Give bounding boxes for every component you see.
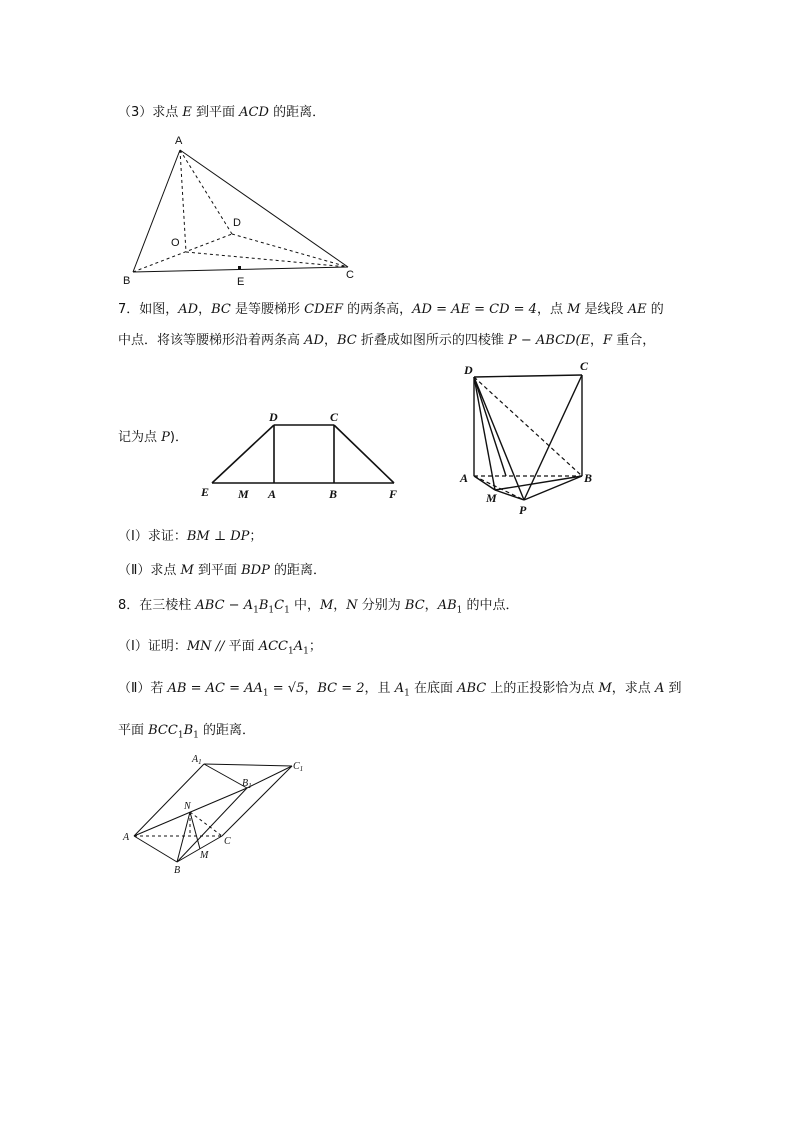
label-M: M [238, 487, 249, 501]
math: BC [336, 333, 357, 348]
edge-NC-hidden [190, 812, 222, 836]
text: 到平面 [191, 105, 240, 120]
math: CDEF [304, 302, 344, 317]
math: N [346, 598, 358, 613]
subscript: 1 [288, 646, 294, 657]
math-E: E [182, 105, 192, 120]
edge-DC [474, 375, 582, 377]
figure-prism [120, 752, 320, 882]
subscript: 1 [253, 605, 259, 616]
label-C: C [330, 410, 339, 424]
text: 的两条高， [343, 302, 413, 317]
point-E-mark [238, 266, 241, 269]
text: 7．如图， [118, 302, 179, 317]
math: B [183, 723, 194, 738]
label-B: B [123, 275, 131, 287]
label-C1: $C_1$ [293, 761, 304, 773]
math: M [567, 302, 581, 317]
label-A: A [175, 135, 183, 147]
edge-AC [180, 150, 348, 267]
label-M: M [486, 491, 497, 505]
subscript: 1 [456, 605, 463, 616]
label-D: D [464, 363, 473, 377]
math: ACC [258, 639, 288, 654]
edge-OC [186, 252, 348, 267]
math: MN // [186, 639, 229, 654]
text: ，求点 [611, 681, 655, 696]
edge-BB1 [177, 788, 247, 862]
subscript: 1 [177, 730, 184, 741]
text: 的距离． [268, 105, 326, 120]
math: C [274, 598, 285, 613]
label-A: A [460, 471, 469, 485]
text: 到 [664, 681, 682, 696]
q7-line2 [118, 331, 655, 351]
math: AB = AC = AA [167, 681, 263, 696]
math: P − ABCD(E [507, 333, 591, 348]
label-B: B [174, 865, 181, 876]
math: BM ⊥ DP [186, 529, 250, 544]
text: 8．在三棱柱 [118, 598, 196, 613]
edge-ED [212, 425, 274, 483]
math: AD = AE = CD = 4 [412, 302, 537, 317]
math: AD [178, 302, 199, 317]
text: （Ⅱ）求点 [118, 563, 181, 578]
text: 是线段 [580, 302, 628, 317]
text: 中点．将该等腰梯形沿着两条高 [118, 333, 305, 348]
text: （Ⅰ）证明： [118, 639, 187, 654]
text: 上的正投影恰为点 [486, 681, 599, 696]
math: ABC [457, 681, 487, 696]
label-C: C [346, 269, 354, 281]
math: BC = 2 [317, 681, 365, 696]
text: （Ⅰ）求证： [118, 529, 187, 544]
q8-part2 [118, 679, 681, 704]
subscript: 1 [284, 605, 290, 616]
math: AE [627, 302, 647, 317]
figure-tetrahedron [120, 130, 360, 290]
math: A [394, 681, 405, 696]
label-E: E [237, 276, 245, 288]
text: ， [590, 333, 604, 348]
edge-AO [180, 150, 186, 252]
edge-MB [495, 476, 582, 490]
text: 重合， [612, 333, 656, 348]
math: M [319, 598, 334, 613]
subscript: 1 [268, 605, 275, 616]
q6-part3 [118, 103, 325, 123]
math: BCC [148, 723, 178, 738]
text: 折叠成如图所示的四棱锥 [356, 333, 508, 348]
q7-part1 [118, 527, 262, 547]
label-E: E [201, 485, 210, 499]
math: A [293, 639, 304, 654]
subscript: 1 [193, 730, 199, 741]
subscript: 1 [262, 688, 269, 699]
math: AB [437, 598, 457, 613]
q7-line3 [118, 428, 188, 448]
math-ACD: ACD [239, 105, 269, 120]
text: 平面 [118, 723, 149, 738]
label-B: B [584, 471, 593, 485]
edge-B1C1 [247, 766, 292, 788]
label-M: M [200, 850, 209, 861]
edge-A1B1 [204, 764, 247, 788]
label-O: O [171, 237, 180, 249]
edge-AB [133, 150, 180, 272]
math: ABC − A [195, 598, 254, 613]
label-A: A [123, 832, 130, 843]
figure-trapezoid [198, 408, 408, 500]
text: ， [323, 333, 337, 348]
edge-AB [134, 836, 177, 862]
math: BC [404, 598, 425, 613]
text: 的中点． [462, 598, 519, 613]
text: ， [333, 598, 347, 613]
math: P [161, 430, 170, 445]
math: AD [304, 333, 324, 348]
edge-AD [180, 150, 232, 234]
q8-part1 [118, 637, 322, 662]
label-B1: $B_1$ [242, 778, 252, 790]
subscript: 1 [404, 688, 410, 699]
edge-CC1 [222, 766, 292, 836]
text: 分别为 [357, 598, 405, 613]
math: BDP [241, 563, 270, 578]
math: M [598, 681, 612, 696]
subscript: 1 [303, 646, 309, 657]
edge-A1C1 [204, 764, 292, 766]
text: 平面 [228, 639, 259, 654]
text: （3）求点 [118, 105, 183, 120]
label-C: C [580, 359, 589, 373]
text: 记为点 [118, 430, 162, 445]
edge-AP-hidden [474, 476, 524, 500]
text: ； [249, 529, 263, 544]
edge-BD [133, 234, 232, 272]
label-N: N [184, 801, 191, 812]
label-P: P [519, 503, 527, 517]
text: )． [169, 430, 188, 445]
label-D: D [269, 410, 278, 424]
text: ， [198, 302, 212, 317]
text: ，点 [536, 302, 568, 317]
text: 的距离． [269, 563, 326, 578]
text: ， [424, 598, 438, 613]
label-C: C [224, 836, 231, 847]
q8-line1 [118, 596, 519, 621]
text: 的距离． [198, 723, 256, 738]
text: ； [308, 639, 322, 654]
edge-CF [334, 425, 394, 483]
text: 是等腰梯形 [230, 302, 305, 317]
math: B [258, 598, 269, 613]
q7-line1 [118, 300, 664, 320]
label-D: D [233, 217, 241, 229]
text: 的 [646, 302, 664, 317]
math: A [654, 681, 665, 696]
text: 到平面 [193, 563, 242, 578]
math: M [180, 563, 194, 578]
text: ， [304, 681, 318, 696]
math: = √5 [268, 681, 305, 696]
math: F [603, 333, 613, 348]
text: 在底面 [409, 681, 458, 696]
text: ，且 [364, 681, 395, 696]
figure-pyramid [456, 360, 606, 520]
q8-line3 [118, 721, 255, 746]
math: BC [211, 302, 231, 317]
q7-part2 [118, 561, 326, 581]
label-B: B [329, 487, 338, 501]
label-A: A [268, 487, 277, 501]
label-A1: $A_1$ [192, 754, 202, 766]
label-F: F [389, 487, 398, 501]
text: 中， [289, 598, 320, 613]
text: （Ⅱ）若 [118, 681, 168, 696]
